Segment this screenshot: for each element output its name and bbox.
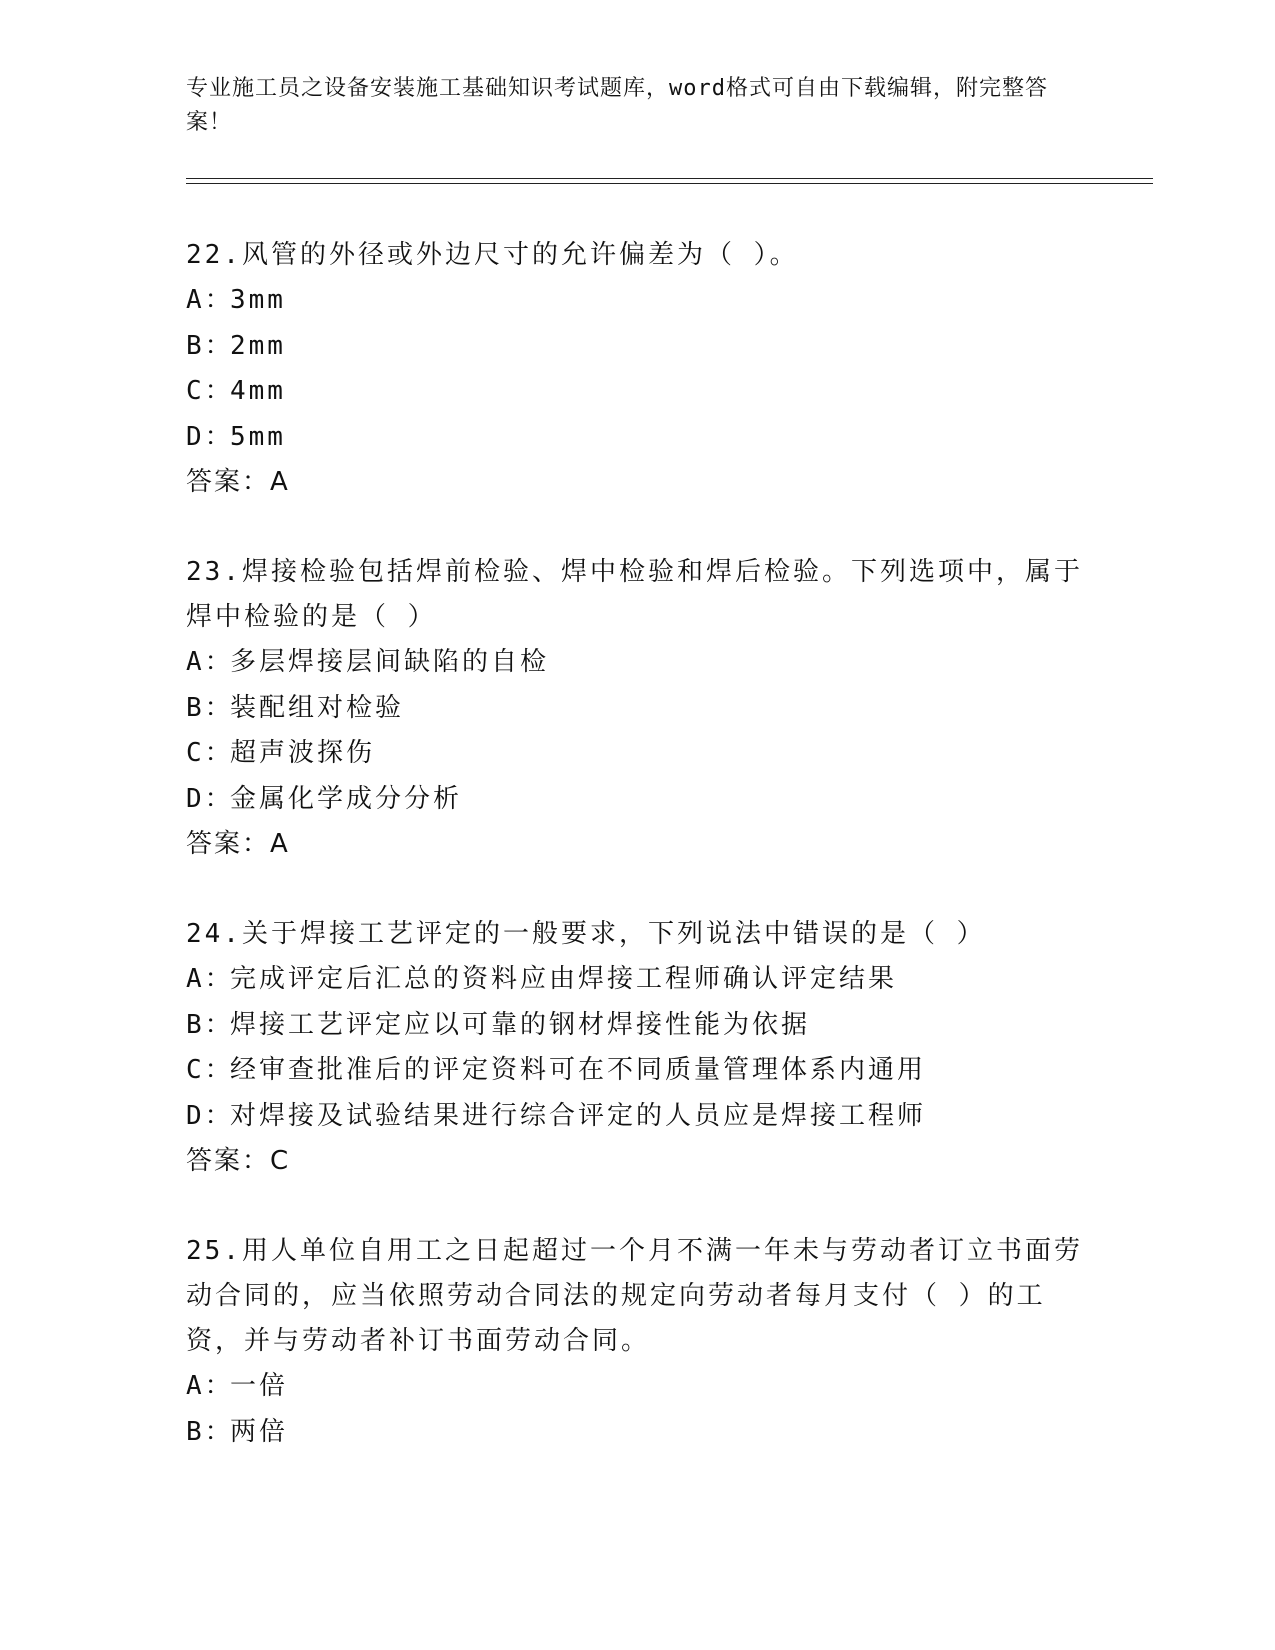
option-key: D： [186, 1100, 234, 1131]
option-a [186, 957, 1086, 1003]
option-text: 焊接工艺评定应以可靠的钢材焊接性能为依据 [230, 1009, 811, 1040]
option-key: A： [186, 964, 234, 994]
option-text: 金属化学成分分析 [230, 783, 463, 814]
option-key: C： [186, 738, 234, 768]
header-divider-bottom [186, 183, 1153, 184]
option-a [186, 278, 1086, 324]
option-key: C： [186, 376, 234, 406]
option-b [186, 324, 1086, 370]
option-text: 超声波探伤 [230, 738, 376, 768]
option-c [186, 369, 1086, 415]
answer-line: 答案：A [186, 829, 290, 859]
answer-line: 答案：C [186, 1146, 291, 1176]
option-text: 3mm [230, 285, 286, 315]
option-key: A： [186, 1371, 234, 1401]
question-stem: 23.焊接检验包括焊前检验、焊中检验和焊后检验。下列选项中，属于焊中检验的是（ ） [186, 557, 1083, 632]
option-text: 5mm [230, 421, 286, 452]
question-22 [186, 233, 1086, 504]
option-text: 多层焊接层间缺陷的自检 [230, 647, 550, 677]
option-text: 两倍 [230, 1416, 289, 1447]
question-24 [186, 912, 1086, 1183]
question-list [186, 233, 1086, 1501]
option-text: 经审查批准后的评定资料可在不同质量管理体系内通用 [230, 1055, 927, 1085]
option-b [186, 1003, 1086, 1049]
option-text: 装配组对检验 [230, 692, 405, 723]
option-key: D： [186, 421, 234, 452]
option-key: C： [186, 1055, 234, 1085]
question-stem: 22.风管的外径或外边尺寸的允许偏差为（ ）。 [186, 240, 799, 270]
answer-line: 答案：A [186, 467, 290, 497]
header-divider-top [186, 178, 1153, 179]
option-c [186, 731, 1086, 777]
option-key: A： [186, 285, 234, 315]
document-header: 专业施工员之设备安装施工基础知识考试题库，word格式可自由下载编辑，附完整答案！ [186, 76, 1048, 135]
option-text: 完成评定后汇总的资料应由焊接工程师确认评定结果 [230, 964, 898, 994]
option-key: B： [186, 1009, 234, 1040]
option-key: A： [186, 647, 234, 677]
option-b [186, 686, 1086, 732]
question-23 [186, 550, 1086, 866]
question-stem: 25.用人单位自用工之日起超过一个月不满一年未与劳动者订立书面劳动合同的，应当依照劳动合同法的规定向劳动者每月支付（ ）的工资，并与劳动者补订书面劳动合同。 [186, 1236, 1083, 1356]
option-c [186, 1048, 1086, 1094]
option-key: B： [186, 1416, 234, 1447]
option-key: D： [186, 783, 234, 814]
question-stem: 24.关于焊接工艺评定的一般要求，下列说法中错误的是（ ） [186, 919, 986, 949]
option-d [186, 777, 1086, 823]
option-b [186, 1410, 1086, 1456]
option-text: 对焊接及试验结果进行综合评定的人员应是焊接工程师 [230, 1100, 927, 1131]
option-d [186, 1094, 1086, 1140]
option-text: 4mm [230, 376, 286, 406]
option-a [186, 640, 1086, 686]
option-text: 一倍 [230, 1371, 289, 1401]
option-text: 2mm [230, 330, 286, 361]
option-key: B： [186, 692, 234, 723]
question-25 [186, 1229, 1086, 1455]
option-key: B： [186, 330, 234, 361]
option-d [186, 415, 1086, 461]
option-a [186, 1364, 1086, 1410]
